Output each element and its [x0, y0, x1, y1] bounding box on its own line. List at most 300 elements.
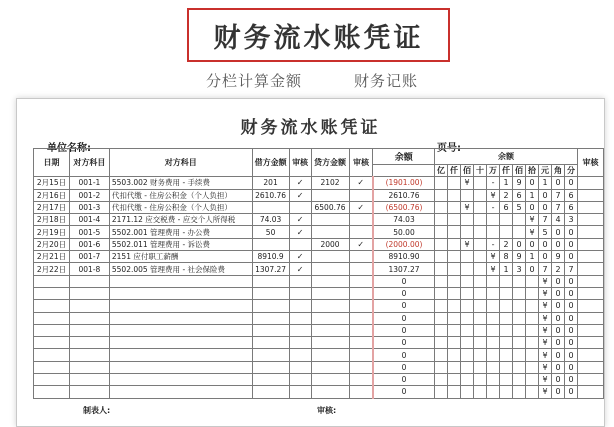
digit-cell: ¥	[461, 238, 474, 250]
digit-header-cell: 万	[487, 165, 500, 177]
digit-cell	[461, 361, 474, 373]
empty-cell	[109, 374, 252, 386]
digit-cell	[461, 226, 474, 238]
digit-cell: 9	[513, 177, 526, 189]
balance-cell: 2610.76	[373, 189, 435, 201]
digit-cell	[474, 374, 487, 386]
digit-cell	[435, 251, 448, 263]
empty-cell	[69, 386, 109, 398]
debit-cell: 74.03	[252, 214, 289, 226]
check-cell	[578, 263, 604, 275]
check-cell	[578, 238, 604, 250]
digit-cell: 6	[565, 201, 578, 213]
empty-cell	[289, 349, 311, 361]
digit-cell	[526, 312, 539, 324]
digit-cell	[435, 287, 448, 299]
digit-cell: 0	[552, 361, 565, 373]
check-cell	[578, 226, 604, 238]
digit-cell	[526, 349, 539, 361]
digit-cell	[435, 238, 448, 250]
digit-cell	[448, 177, 461, 189]
digit-cell	[448, 361, 461, 373]
check-cell	[578, 324, 604, 336]
digit-cell	[513, 324, 526, 336]
digit-cell: ¥	[487, 251, 500, 263]
digit-cell: 0	[552, 226, 565, 238]
check-cell	[578, 251, 604, 263]
digit-cell	[448, 349, 461, 361]
digit-cell	[461, 386, 474, 398]
check-cell	[578, 386, 604, 398]
digit-cell	[500, 324, 513, 336]
header-title-box	[187, 8, 450, 62]
digit-cell	[500, 337, 513, 349]
digit-cell: ¥	[539, 275, 552, 287]
col-header-check-2: 审核	[349, 149, 373, 177]
table-row	[34, 177, 604, 189]
digit-cell	[474, 275, 487, 287]
digit-cell: 0	[552, 300, 565, 312]
digit-header-cell: 元	[539, 165, 552, 177]
check-cell	[578, 275, 604, 287]
account-name-cell: 5503.002 财务费用 - 手续费	[109, 177, 252, 189]
digit-cell	[487, 275, 500, 287]
digit-cell	[513, 226, 526, 238]
digit-header-cell: 角	[552, 165, 565, 177]
digit-cell	[474, 251, 487, 263]
empty-cell	[311, 349, 349, 361]
empty-cell	[311, 386, 349, 398]
empty-cell	[289, 337, 311, 349]
check-cell	[349, 251, 373, 263]
empty-cell	[289, 324, 311, 336]
digit-cell	[461, 374, 474, 386]
empty-cell	[349, 275, 373, 287]
check-cell	[349, 226, 373, 238]
empty-cell	[349, 337, 373, 349]
account-code-cell: 001-5	[69, 226, 109, 238]
digit-cell	[474, 337, 487, 349]
digit-cell	[500, 300, 513, 312]
digit-cell	[435, 189, 448, 201]
digit-cell	[474, 349, 487, 361]
empty-cell	[69, 374, 109, 386]
credit-cell	[311, 189, 349, 201]
digit-cell: 1	[500, 263, 513, 275]
digit-cell: 0	[552, 238, 565, 250]
table-row	[34, 238, 604, 250]
digit-cell	[435, 177, 448, 189]
digit-cell: 0	[539, 238, 552, 250]
digit-header-cell: 仟	[448, 165, 461, 177]
empty-cell	[252, 312, 289, 324]
account-code-cell: 001-8	[69, 263, 109, 275]
empty-cell	[252, 275, 289, 287]
digit-cell: 7	[552, 201, 565, 213]
check-cell	[578, 374, 604, 386]
account-code-cell: 001-1	[69, 177, 109, 189]
empty-cell	[109, 275, 252, 287]
digit-cell: -	[487, 177, 500, 189]
balance-cell: (6500.76)	[373, 201, 435, 213]
debit-cell: 2610.76	[252, 189, 289, 201]
check-cell	[578, 361, 604, 373]
balance-cell: (2000.00)	[373, 238, 435, 250]
digit-cell	[513, 349, 526, 361]
digit-cell: 0	[565, 386, 578, 398]
empty-cell	[69, 349, 109, 361]
digit-cell	[500, 287, 513, 299]
digit-cell: 0	[565, 287, 578, 299]
balance-cell: 74.03	[373, 214, 435, 226]
digit-cell	[461, 324, 474, 336]
digit-cell: ¥	[526, 214, 539, 226]
digit-cell: 0	[565, 226, 578, 238]
digit-header-cell: 十	[474, 165, 487, 177]
digit-cell	[435, 349, 448, 361]
digit-cell	[487, 312, 500, 324]
digit-cell	[448, 189, 461, 201]
digit-cell	[474, 201, 487, 213]
empty-cell	[349, 374, 373, 386]
balance-cell: 0	[373, 361, 435, 373]
digit-cell	[513, 312, 526, 324]
digit-cell: 0	[552, 337, 565, 349]
empty-cell	[349, 312, 373, 324]
empty-cell	[34, 324, 70, 336]
col-header-account-name: 对方科目	[109, 149, 252, 177]
digit-header-cell: 亿	[435, 165, 448, 177]
check-cell: ✓	[289, 177, 311, 189]
digit-cell: 0	[526, 177, 539, 189]
digit-cell: 0	[552, 374, 565, 386]
empty-cell	[349, 287, 373, 299]
empty-cell	[109, 337, 252, 349]
balance-cell: 0	[373, 374, 435, 386]
digit-cell: ¥	[487, 263, 500, 275]
balance-cell: 0	[373, 312, 435, 324]
check-cell	[578, 177, 604, 189]
digit-cell: 1	[526, 251, 539, 263]
check-cell	[349, 263, 373, 275]
empty-cell	[34, 337, 70, 349]
credit-cell: 2000	[311, 238, 349, 250]
voucher-title: 财务流水账凭证	[240, 118, 381, 138]
digit-cell: 0	[565, 251, 578, 263]
digit-cell: 7	[539, 263, 552, 275]
empty-cell	[349, 361, 373, 373]
check-cell	[578, 337, 604, 349]
date-cell: 2月16日	[34, 189, 70, 201]
check-cell	[578, 214, 604, 226]
table-row	[34, 201, 604, 213]
digit-cell	[474, 300, 487, 312]
digit-cell: ¥	[526, 226, 539, 238]
digit-cell: 0	[552, 324, 565, 336]
empty-cell	[252, 337, 289, 349]
footer-maker-label: 制表人:	[83, 406, 111, 415]
table-row	[34, 324, 604, 336]
check-cell	[289, 201, 311, 213]
table-row	[34, 337, 604, 349]
digit-cell	[448, 324, 461, 336]
check-cell	[349, 189, 373, 201]
digit-cell: -	[487, 201, 500, 213]
table-row	[34, 300, 604, 312]
digit-cell	[487, 374, 500, 386]
digit-cell: 2	[500, 238, 513, 250]
empty-cell	[34, 287, 70, 299]
balance-cell: 50.00	[373, 226, 435, 238]
date-cell: 2月18日	[34, 214, 70, 226]
date-cell: 2月22日	[34, 263, 70, 275]
check-cell	[578, 189, 604, 201]
empty-cell	[289, 374, 311, 386]
digit-cell: 6	[500, 201, 513, 213]
digit-cell: 0	[565, 238, 578, 250]
empty-cell	[252, 324, 289, 336]
empty-cell	[109, 324, 252, 336]
table-row	[34, 189, 604, 201]
digit-cell	[435, 275, 448, 287]
digit-cell	[526, 275, 539, 287]
digit-cell	[435, 226, 448, 238]
digit-cell: ¥	[539, 349, 552, 361]
digit-cell: 7	[565, 263, 578, 275]
digit-cell: 1	[526, 189, 539, 201]
digit-cell: 9	[513, 251, 526, 263]
table-row	[34, 386, 604, 398]
digit-cell	[513, 275, 526, 287]
empty-cell	[69, 361, 109, 373]
col-header-balance-group: 余额	[435, 149, 578, 165]
digit-cell	[526, 324, 539, 336]
balance-cell: 0	[373, 324, 435, 336]
digit-cell: ¥	[539, 374, 552, 386]
col-header-balance: 余额	[373, 149, 435, 165]
table-row	[34, 361, 604, 373]
empty-cell	[311, 374, 349, 386]
digit-cell	[500, 214, 513, 226]
account-code-cell: 001-6	[69, 238, 109, 250]
digit-cell: ¥	[539, 386, 552, 398]
empty-cell	[252, 300, 289, 312]
empty-cell	[289, 287, 311, 299]
empty-cell	[252, 349, 289, 361]
credit-cell	[311, 226, 349, 238]
check-cell	[289, 238, 311, 250]
digit-cell	[435, 361, 448, 373]
date-cell: 2月19日	[34, 226, 70, 238]
footer-reviewer-label: 审核:	[317, 406, 337, 415]
digit-cell	[513, 337, 526, 349]
digit-cell: 8	[500, 251, 513, 263]
digit-cell: 5	[513, 201, 526, 213]
digit-cell	[461, 263, 474, 275]
table-row	[34, 374, 604, 386]
empty-cell	[349, 300, 373, 312]
check-cell	[578, 312, 604, 324]
digit-cell	[448, 251, 461, 263]
header-title: 财务流水账凭证	[213, 22, 424, 54]
digit-cell	[474, 226, 487, 238]
digit-cell: 0	[565, 275, 578, 287]
digit-cell	[474, 189, 487, 201]
empty-cell	[349, 324, 373, 336]
date-cell: 2月20日	[34, 238, 70, 250]
account-name-cell: 代扣代缴 - 住房公积金（个人负担）	[109, 201, 252, 213]
digit-cell	[474, 263, 487, 275]
digit-cell: 0	[552, 312, 565, 324]
digit-cell	[513, 300, 526, 312]
digit-cell	[435, 263, 448, 275]
credit-cell	[311, 263, 349, 275]
digit-cell: ¥	[539, 361, 552, 373]
digit-cell: 0	[552, 386, 565, 398]
digit-cell: 6	[565, 189, 578, 201]
table-row	[34, 312, 604, 324]
digit-cell: ¥	[539, 337, 552, 349]
digit-cell	[448, 386, 461, 398]
check-cell: ✓	[349, 201, 373, 213]
empty-cell	[289, 312, 311, 324]
digit-cell: 0	[565, 177, 578, 189]
digit-cell	[513, 374, 526, 386]
digit-cell	[435, 214, 448, 226]
table-row	[34, 349, 604, 361]
check-cell: ✓	[289, 214, 311, 226]
digit-cell	[487, 300, 500, 312]
empty-cell	[252, 374, 289, 386]
digit-cell	[487, 226, 500, 238]
debit-cell: 1307.27	[252, 263, 289, 275]
digit-cell: 0	[526, 238, 539, 250]
digit-cell: 0	[565, 361, 578, 373]
digit-cell	[461, 189, 474, 201]
digit-cell: ¥	[539, 324, 552, 336]
digit-header-cell: 佰	[461, 165, 474, 177]
check-cell	[349, 214, 373, 226]
debit-cell: 201	[252, 177, 289, 189]
digit-cell: 2	[500, 189, 513, 201]
account-name-cell: 代扣代缴 - 住房公积金（个人负担）	[109, 189, 252, 201]
digit-cell	[461, 214, 474, 226]
digit-cell	[500, 374, 513, 386]
credit-cell	[311, 251, 349, 263]
balance-cell: 0	[373, 287, 435, 299]
digit-cell	[435, 300, 448, 312]
digit-cell	[461, 251, 474, 263]
empty-cell	[289, 300, 311, 312]
digit-cell	[500, 275, 513, 287]
digit-cell	[526, 386, 539, 398]
digit-header-cell: 分	[565, 165, 578, 177]
digit-cell: 0	[539, 189, 552, 201]
col-header-debit: 借方金额	[252, 149, 289, 177]
balance-cell: 0	[373, 300, 435, 312]
digit-cell	[500, 361, 513, 373]
digit-cell	[513, 287, 526, 299]
col-header-account-code: 对方科目	[69, 149, 109, 177]
account-name-cell: 5502.001 管理费用 - 办公费	[109, 226, 252, 238]
empty-cell	[109, 287, 252, 299]
digit-cell	[487, 287, 500, 299]
empty-cell	[289, 386, 311, 398]
check-cell	[578, 201, 604, 213]
empty-cell	[69, 275, 109, 287]
digit-cell	[435, 324, 448, 336]
check-cell	[578, 287, 604, 299]
digit-cell: 3	[565, 214, 578, 226]
empty-cell	[311, 287, 349, 299]
digit-cell	[474, 324, 487, 336]
digit-cell: -	[487, 238, 500, 250]
digit-cell	[500, 349, 513, 361]
digit-cell	[487, 324, 500, 336]
digit-cell: 7	[552, 189, 565, 201]
empty-cell	[34, 374, 70, 386]
digit-cell: 0	[539, 251, 552, 263]
digit-cell	[500, 386, 513, 398]
digit-cell	[474, 386, 487, 398]
empty-cell	[109, 300, 252, 312]
empty-cell	[69, 324, 109, 336]
digit-cell	[448, 275, 461, 287]
digit-cell: 0	[565, 349, 578, 361]
check-cell: ✓	[349, 238, 373, 250]
digit-cell: 0	[565, 374, 578, 386]
digit-cell	[435, 201, 448, 213]
digit-cell: 1	[539, 177, 552, 189]
account-name-cell: 2151 应付职工薪酬	[109, 251, 252, 263]
credit-cell: 6500.76	[311, 201, 349, 213]
digit-cell: 5	[539, 226, 552, 238]
digit-cell: 6	[513, 189, 526, 201]
empty-cell	[311, 337, 349, 349]
digit-header-cell: 仟	[500, 165, 513, 177]
date-cell: 2月15日	[34, 177, 70, 189]
empty-cell	[311, 275, 349, 287]
digit-cell	[474, 238, 487, 250]
empty-cell	[311, 312, 349, 324]
digit-cell	[448, 238, 461, 250]
debit-cell	[252, 201, 289, 213]
digit-cell: ¥	[539, 300, 552, 312]
account-name-cell: 5502.005 管理费用 - 社会保险费	[109, 263, 252, 275]
digit-cell	[461, 349, 474, 361]
digit-cell	[461, 300, 474, 312]
credit-cell	[311, 214, 349, 226]
digit-cell: 0	[526, 263, 539, 275]
empty-cell	[349, 349, 373, 361]
digit-cell	[526, 300, 539, 312]
digit-cell	[474, 361, 487, 373]
empty-cell	[69, 312, 109, 324]
check-cell	[578, 349, 604, 361]
voucher-sheet	[16, 98, 605, 427]
empty-cell	[109, 349, 252, 361]
digit-cell: 3	[513, 263, 526, 275]
digit-cell	[435, 312, 448, 324]
balance-cell: (1901.00)	[373, 177, 435, 189]
digit-cell	[448, 337, 461, 349]
empty-cell	[311, 324, 349, 336]
balance-cell: 0	[373, 275, 435, 287]
digit-cell: 7	[539, 214, 552, 226]
digit-cell: ¥	[487, 189, 500, 201]
empty-cell	[289, 275, 311, 287]
col-header-credit: 贷方金额	[311, 149, 349, 177]
